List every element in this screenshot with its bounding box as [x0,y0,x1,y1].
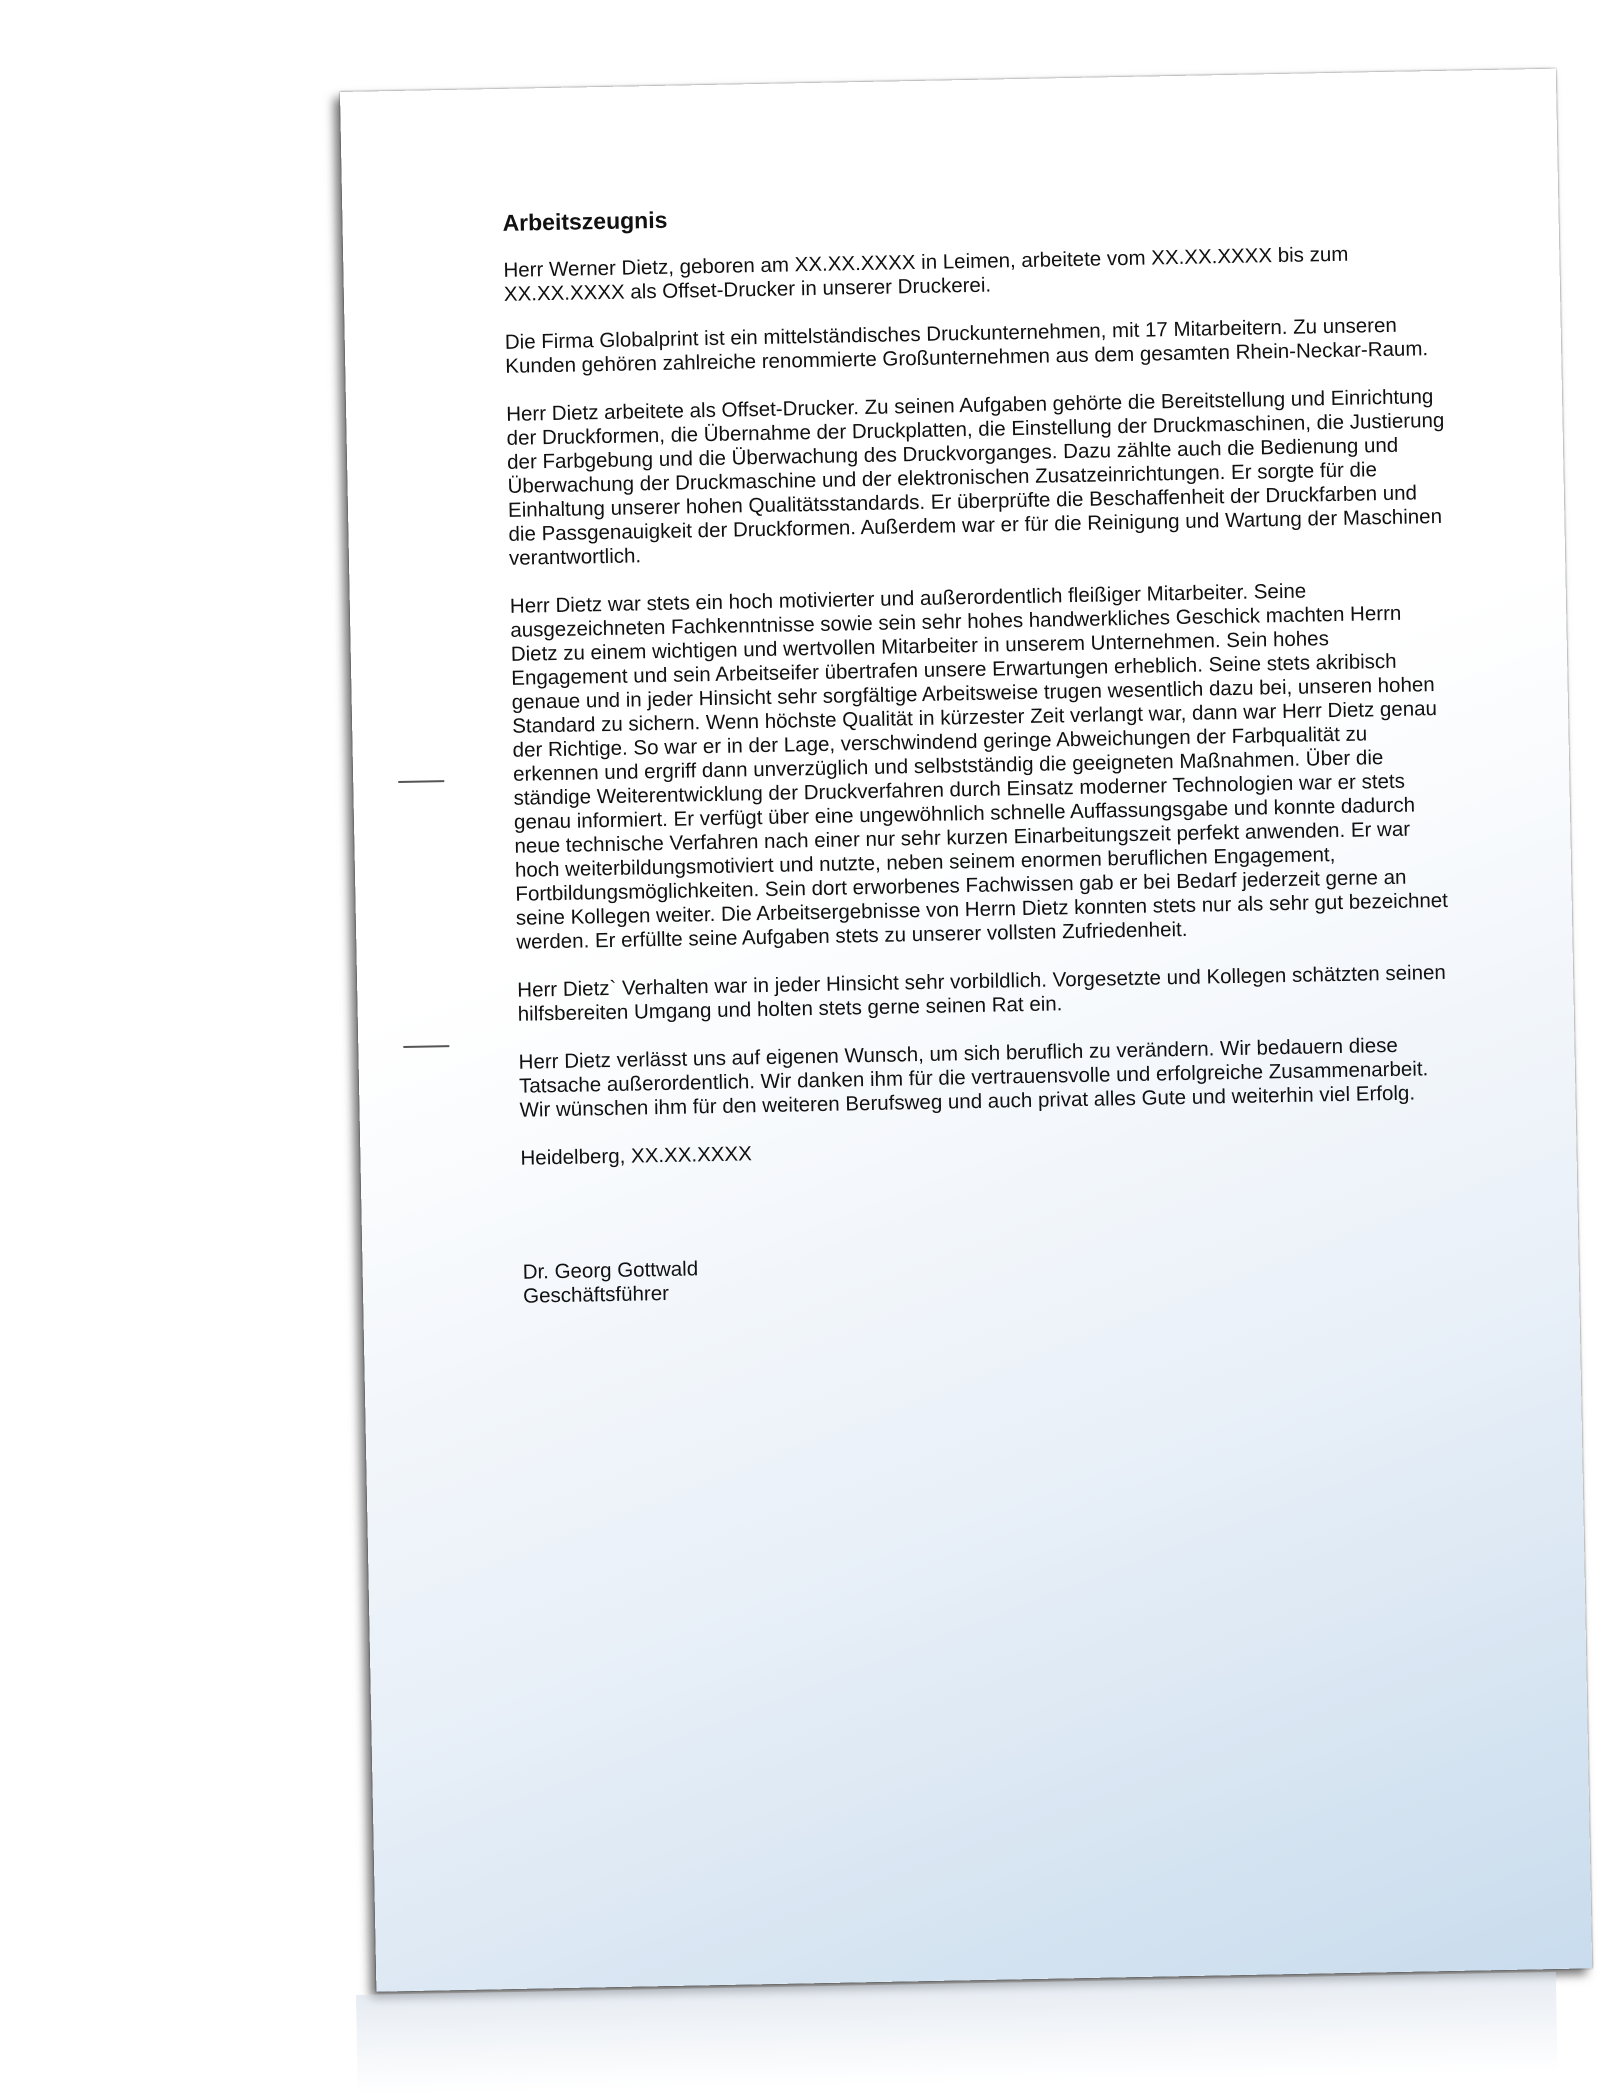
fold-mark-bottom [403,1045,449,1048]
page-reflection [356,1972,1558,2095]
paragraph-closing: Herr Dietz verlässt uns auf eigenen Wunsch, um sich beruflich zu verändern. Wir bedauern diese Tatsache außerordentlich. Wir danken ihm für die vertrauensvolle und erfolgreiche Zusammenarbeit. Wir wünschen ihm für den weiteren Berufsweg und auch privat alles Gute und weiterhin viel Erfolg. [518,1033,1429,1122]
paragraph-intro: Herr Werner Dietz, geboren am XX.XX.XXXX in Leimen, arbeitete vom XX.XX.XXXX bis zum XX.XX.XXXX als Offset-Drucker in unserer Druckerei. [503,242,1349,306]
paragraph-duties: Herr Dietz arbeitete als Offset-Drucker. Zu seinen Aufgaben gehörte die Bereitstellung und Einrichtung der Druckformen, die Übernahme der Druckplatten, die Einstellung der Druckmaschinen, die Justierung der Farbgebung und die Überwachung des Druckvorganges. Dazu zählte auch die Bedienung und Überwachung der Druckmaschine und der elektronischen Zusatzeinrichtungen. Er sorgte für die Einhaltung unserer hohen Qualitätsstandards. Er überprüfte die Beschaffenheit der Druckfarben und die Passgenauigkeit der Druckformen. Außerdem war er für die Reinigung und Wartung der Maschinen verantwortlich. [505,385,1445,570]
paragraph-performance: Herr Dietz war stets ein hoch motivierter und außerordentlich fleißiger Mitarbeiter. Seine ausgezeichneten Fachkenntnisse sowie sein sehr hohes handwerkliches Geschick machten Herrn Dietz zu einem wichtigen und wertvollen Mitarbeiter in unserem Unternehmen. Sein hohes Engagement und sein Arbeitseifer übertrafen unsere Erwartungen erheblich. Seine stets akribisch genaue und in jeder Hinsicht sehr sorgfältige Arbeitsweise trugen wesentlich dazu bei, unseren hohen Standard zu sichern. Wenn höchste Qualität in kürzester Zeit verlangt war, dann war Herr Dietz genau der Richtige. So war er in der Lage, verschwindend geringe Abweichungen der Farbqualität zu erkennen und ergriff dann unverzüglich und selbstständig die geeigneten Maßnahmen. Über die ständige Weiterentwicklung der Druckverfahren durch Einsatz moderner Technologien war er stets genau informiert. Er verfügt über eine ungewöhnlich schnelle Auffassungsgabe und konnte dadurch neue technische Verfahren nach einer nur sehr kurzen Einarbeitungszeit perfekt anwenden. Er war hoch weiterbildungsmotiviert und nutzte, neben seinem enormen beruflichen Engagement, Fortbildungsmöglichkeiten. Sein dort erworbenes Fachwissen gab er bei Bedarf jederzeit gerne an seine Kollegen weiter. Die Arbeitsergebnisse von Herrn Dietz konnten stets nur als sehr gut bezeichnet werden. Er erfüllte seine Aufgaben stets zu unserer vollsten Zufriedenheit. [509,579,1449,954]
paragraph-company: Die Firma Globalprint ist ein mittelständisches Druckunternehmen, mit 17 Mitarbeitern. Zu unseren Kunden gehören zahlreiche renommierte Großunternehmen aus dem gesamten Rhein-Neckar-Raum. [504,313,1429,378]
signature-role: Geschäftsführer [522,1281,670,1308]
place-date: Heidelberg, XX.XX.XXXX [520,1142,753,1170]
document-page [340,69,1592,1992]
signature-name: Dr. Georg Gottwald [522,1257,699,1284]
document-title: Arbeitszeugnis [502,206,668,236]
fold-mark-top [398,780,444,783]
document-content [502,193,1463,1309]
paragraph-conduct: Herr Dietz` Verhalten war in jeder Hinsicht sehr vorbildlich. Vorgesetzte und Kollegen schätzten seinen hilfsbereiten Umgang und holten stets gerne seinen Rat ein. [517,960,1447,1026]
